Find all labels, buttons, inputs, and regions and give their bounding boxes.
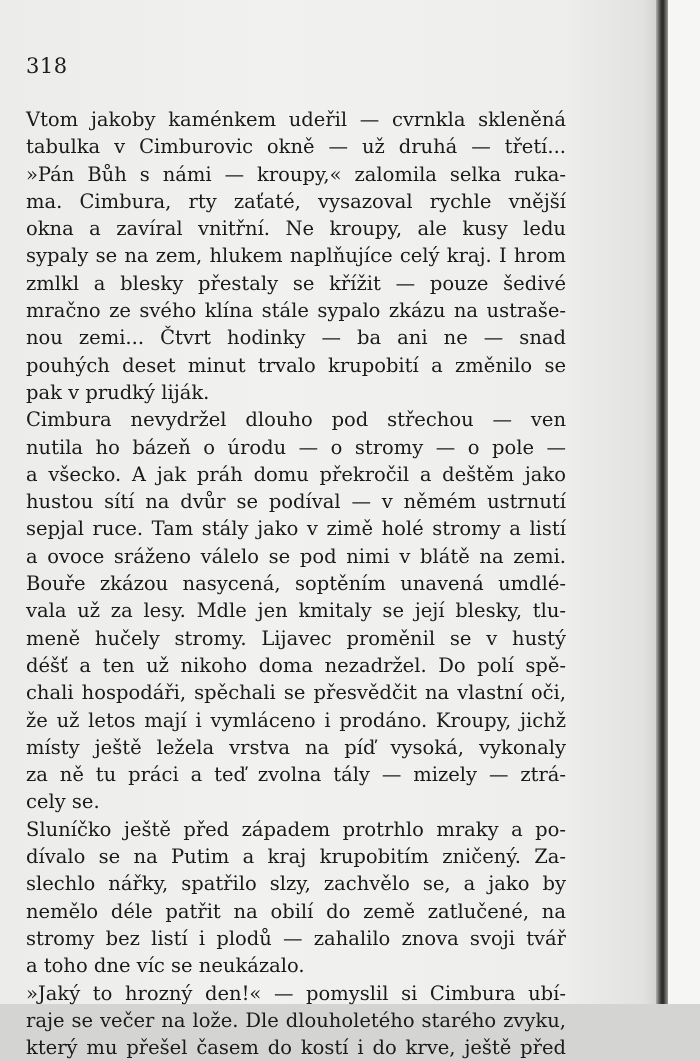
text-line: pouhých deset minut trvalo krupobití a změnilo se [26,353,566,377]
text-line: okna a zavíral vnitřní. Ne kroupy, ale kusy ledu [26,217,566,241]
text-line: nemělo déle patřit na obilí do země zatlučené, na [26,899,566,923]
text-line: sypaly se na zem, hlukem naplňujíce celý kraj. I hrom [26,244,566,268]
text-line: hustou sítí na dvůr se podíval — v němém ustrnutí [26,490,566,514]
text-line: místy ještě ležela vrstva na píď vysoká, vykonaly [26,735,566,759]
text-line: ma. Cimbura, rty zaťaté, vysazoval rychle vnější [26,189,566,213]
text-line: a ovoce sráženo válelo se pod nimi v blátě na zemi. [26,544,566,568]
text-line: který mu přešel časem do kostí i do krve, ještě před [26,1036,566,1060]
text-line: vala už za lesy. Mdle jen kmitaly se její blesky, tlu- [26,599,566,623]
text-line: »Jaký to hrozný den!« — pomyslil si Cimbura ubí- [26,981,566,1005]
page-number: 318 [26,54,68,78]
text-line: cely se. [26,790,100,814]
text-line: a toho dne víc se neukázalo. [26,954,305,978]
next-page-edge [668,0,700,1004]
text-line: nou zemi... Čtvrt hodinky — ba ani ne — snad [26,326,566,350]
text-line: za ně tu práci a teď zvolna tály — mizely — ztrá- [26,763,566,787]
text-line: Vtom jakoby kaménkem udeřil — cvrnkla skleněná [26,108,566,131]
text-line: »Pán Bůh s námi — kroupy,« zalomila selka ruka- [26,162,566,186]
text-line: stromy bez listí i plodů — zahalilo znova svoji tvář [26,926,566,950]
text-line: chali hospodáři, spěchali se přesvědčit na vlastní oči, [26,681,566,705]
text-line: dívalo se na Putim a kraj krupobitím zničený. Za- [26,845,566,869]
text-line: déšť a ten už nikoho doma nezadržel. Do polí spě- [26,653,566,677]
text-line: Bouře zkázou nasycená, soptěním unavená umdlé- [26,572,566,596]
body-text [26,106,566,1061]
book-gutter [656,0,668,1004]
text-line: zmlkl a blesky přestaly se křížit — pouze šedivé [26,271,566,295]
text-line: raje se večer na lože. Dle dlouholetého starého zvyku, [26,1008,566,1032]
text-line: Cimbura nevydržel dlouho pod střechou — ven [26,408,566,432]
text-line: mračno ze svého klína stále sypalo zkázu na ustraše- [26,299,566,323]
text-line: Sluníčko ještě před západem protrhlo mraky a po- [26,817,566,841]
text-line: a všecko. A jak práh domu překročil a deštěm jako [26,462,566,486]
text-line: meně hučely stromy. Lijavec proměnil se v hustý [26,626,566,650]
text-line: pak v prudký liják. [26,380,210,404]
text-line: sepjal ruce. Tam stály jako v zimě holé stromy a listí [26,517,566,541]
text-line: slechlo nářky, spatřilo slzy, zachvělo se, a jako by [26,872,566,896]
text-line: že už letos mají i vymláceno i prodáno. Kroupy, jichž [26,708,566,732]
text-line: nutila ho bázeň o úrodu — o stromy — o pole — [26,435,566,459]
text-line: tabulka v Cimburovic okně — už druhá — třetí... [26,135,566,159]
